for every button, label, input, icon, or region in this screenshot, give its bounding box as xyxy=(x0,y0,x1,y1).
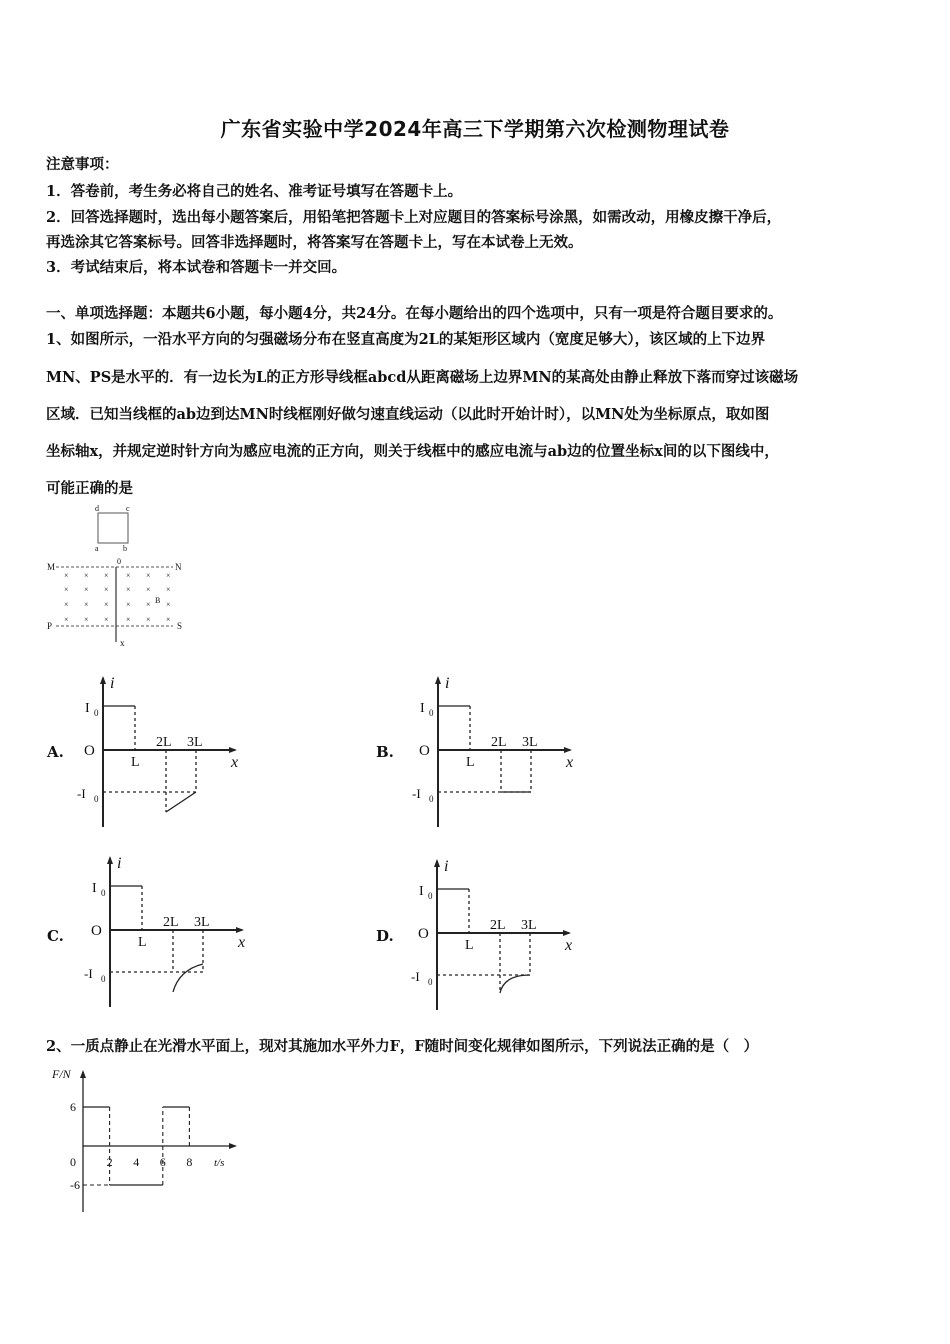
field-cross: × xyxy=(166,571,171,580)
tick-3L: 3L xyxy=(521,918,537,933)
field-cross: × xyxy=(146,615,151,624)
current-negative xyxy=(166,792,196,812)
magnetic-field-figure xyxy=(40,500,200,650)
field-cross: × xyxy=(104,600,109,609)
field-cross: × xyxy=(126,585,131,594)
current-negative xyxy=(500,975,530,993)
option-d-graph[interactable] xyxy=(411,855,584,1015)
x-tick-label: 2 xyxy=(106,1155,113,1169)
option-a-graph[interactable] xyxy=(77,672,250,832)
tick-L: L xyxy=(138,935,147,950)
y-tick-label: 0 xyxy=(70,1155,76,1169)
x-axis-label: t/s xyxy=(214,1157,225,1169)
tick-3L: 3L xyxy=(522,735,538,750)
label-a: a xyxy=(95,544,99,553)
tick-L: L xyxy=(465,938,474,953)
label-origin: O xyxy=(419,743,430,759)
label-N: N xyxy=(175,562,182,572)
tick-3L: 3L xyxy=(187,735,203,750)
y-axis-arrow xyxy=(107,856,113,864)
label-neg-I0: -I xyxy=(411,969,420,984)
label-d: d xyxy=(95,504,99,513)
option-c-label: C. xyxy=(47,927,64,945)
x-axis-arrow xyxy=(564,747,572,753)
label-neg-I0: -I xyxy=(77,786,86,801)
tick-2L: 2L xyxy=(491,735,507,750)
label-origin: O xyxy=(84,743,95,759)
x-tick-label: 6 xyxy=(159,1155,166,1169)
y-axis-label: F/N xyxy=(52,1067,71,1081)
field-cross: × xyxy=(64,600,69,609)
label-neg-I0-sub: 0 xyxy=(94,794,99,804)
label-I0: I xyxy=(420,701,425,716)
label-origin: O xyxy=(91,923,102,939)
q1-text: 1、如图所示，一沿水平方向的匀强磁场分布在竖直高度为2L的某矩形区域内（宽度足够大），该区域的上下边界 xyxy=(46,331,766,348)
label-neg-I0-sub: 0 xyxy=(101,974,106,984)
x-tick-label: 8 xyxy=(186,1155,193,1169)
field-cross: × xyxy=(104,585,109,594)
axis-label-x: x xyxy=(231,754,239,771)
y-axis-arrow xyxy=(100,676,106,684)
page-title: 广东省实验中学2024年高三下学期第六次检测物理试卷 xyxy=(220,117,730,141)
label-B: B xyxy=(155,596,161,605)
option-c-graph[interactable] xyxy=(84,852,257,1012)
section-heading: 一、单项选择题：本题共6小题，每小题4分，共24分。在每小题给出的四个选项中，只有一项是符合题目要求的。 xyxy=(46,305,783,322)
x-axis-arrow xyxy=(229,747,237,753)
field-cross: × xyxy=(126,571,131,580)
force-time-chart xyxy=(40,1062,260,1222)
field-cross: × xyxy=(64,585,69,594)
notice-item: 2．回答选择题时，选出每小题答案后，用铅笔把答题卡上对应题目的答案标号涂黑，如需改动，用橡皮擦干净后， xyxy=(46,209,782,226)
y-axis-arrow xyxy=(435,676,441,684)
notice-item: 再选涂其它答案标号。回答非选择题时，将答案写在答题卡上，写在本试卷上无效。 xyxy=(46,234,583,251)
q1-text: MN、PS是水平的．有一边长为L的正方形导线框abcd从距离磁场上边界MN的某高处由静止释放下落而穿过该磁场 xyxy=(46,369,799,386)
field-cross: × xyxy=(84,615,89,624)
q2-text: 2、一质点静止在光滑水平面上，现对其施加水平外力F，F随时间变化规律如图所示，下列说法正确的是（ ） xyxy=(46,1038,759,1055)
label-b: b xyxy=(123,544,127,553)
field-cross: × xyxy=(166,600,171,609)
current-negative xyxy=(173,964,203,992)
axis-label-x: x xyxy=(566,754,574,771)
label-I0: I xyxy=(85,701,90,716)
tick-L: L xyxy=(131,755,140,770)
label-c: c xyxy=(126,504,130,513)
field-cross: × xyxy=(64,571,69,580)
notice-heading: 注意事项： xyxy=(46,156,119,173)
field-cross: × xyxy=(104,571,109,580)
axis-label-x: x xyxy=(565,937,573,954)
label-P: P xyxy=(47,621,53,631)
axis-label-i: i xyxy=(445,675,450,692)
field-cross: × xyxy=(126,600,131,609)
label-I0: I xyxy=(419,884,424,899)
field-cross: × xyxy=(84,571,89,580)
label-I0-sub: 0 xyxy=(94,708,99,718)
tick-3L: 3L xyxy=(194,915,210,930)
x-axis-arrow xyxy=(563,930,571,936)
label-neg-I0-sub: 0 xyxy=(428,977,433,987)
x-axis-arrow xyxy=(236,927,244,933)
axis-label-i: i xyxy=(110,675,115,692)
field-cross: × xyxy=(84,585,89,594)
field-cross: × xyxy=(166,615,171,624)
field-cross: × xyxy=(146,585,151,594)
label-I0-sub: 0 xyxy=(428,891,433,901)
label-neg-I0: -I xyxy=(412,786,421,801)
y-tick-label: -6 xyxy=(70,1178,80,1192)
y-axis-arrow xyxy=(434,859,440,867)
field-cross: × xyxy=(104,615,109,624)
field-cross: × xyxy=(126,615,131,624)
label-I0-sub: 0 xyxy=(429,708,434,718)
label-neg-I0: -I xyxy=(84,966,93,981)
axis-label-i: i xyxy=(444,858,449,875)
y-tick-label: 6 xyxy=(70,1100,76,1114)
field-cross: × xyxy=(64,615,69,624)
field-cross: × xyxy=(146,571,151,580)
option-b-label: B. xyxy=(376,743,394,761)
field-cross: × xyxy=(166,585,171,594)
q1-text: 区域．已知当线框的ab边到达MN时线框刚好做匀速直线运动（以此时开始计时），以MN处为坐标原点，取如图 xyxy=(46,406,770,423)
label-neg-I0-sub: 0 xyxy=(429,794,434,804)
y-axis-arrow xyxy=(80,1070,86,1078)
label-I0-sub: 0 xyxy=(101,888,106,898)
label-M: M xyxy=(47,562,56,572)
label-x: x xyxy=(120,638,125,648)
tick-2L: 2L xyxy=(490,918,506,933)
tick-2L: 2L xyxy=(163,915,179,930)
q1-text: 可能正确的是 xyxy=(46,480,133,497)
option-d-label: D. xyxy=(376,927,394,945)
axis-label-i: i xyxy=(117,855,122,872)
label-origin: O xyxy=(418,926,429,942)
x-tick-label: 4 xyxy=(133,1155,140,1169)
field-cross: × xyxy=(146,600,151,609)
label-S: S xyxy=(177,621,183,631)
x-axis-arrow xyxy=(229,1143,237,1149)
option-a-label: A. xyxy=(47,743,64,761)
label-origin: 0 xyxy=(117,557,121,566)
tick-2L: 2L xyxy=(156,735,172,750)
q1-text: 坐标轴x，并规定逆时针方向为感应电流的正方向，则关于线框中的感应电流与ab边的位置坐标x间的以下图线中， xyxy=(46,443,779,460)
field-cross: × xyxy=(84,600,89,609)
option-b-graph[interactable] xyxy=(412,672,585,832)
notice-item: 1．答卷前，考生务必将自己的姓名、准考证号填写在答题卡上。 xyxy=(46,183,463,200)
notice-item: 3．考试结束后，将本试卷和答题卡一并交回。 xyxy=(46,259,347,276)
axis-label-x: x xyxy=(238,934,246,951)
label-I0: I xyxy=(92,881,97,896)
tick-L: L xyxy=(466,755,475,770)
wire-frame xyxy=(98,513,128,543)
